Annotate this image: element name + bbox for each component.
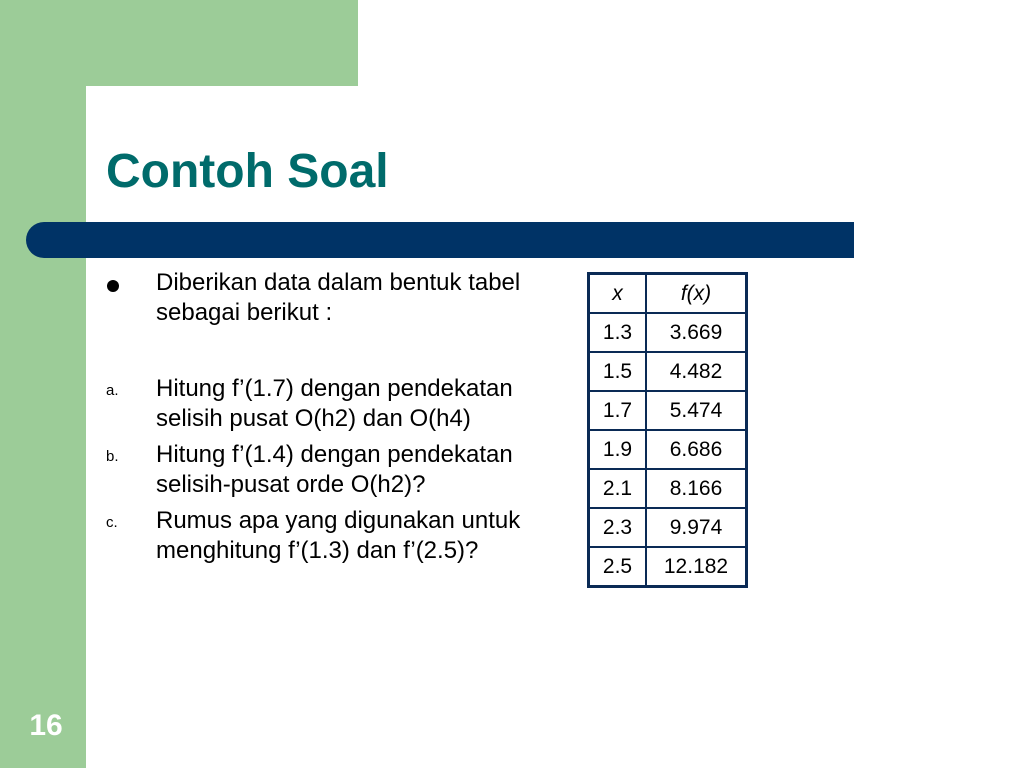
question-item-c (104, 506, 564, 566)
cell-x: 1.7 (589, 391, 647, 430)
cell-fx: 9.974 (646, 508, 747, 547)
table-row (589, 430, 747, 469)
title-underline-bar (26, 222, 854, 258)
intro-bullet (104, 268, 564, 328)
cell-x: 1.3 (589, 313, 647, 352)
question-text: Hitung f’(1.4) dengan pendekatan selisih-pusat orde O(h2)? (156, 441, 513, 498)
green-frame-top (0, 0, 358, 86)
table-row (589, 508, 747, 547)
green-frame-left (0, 0, 86, 768)
slide-body (104, 268, 564, 572)
cell-x: 1.9 (589, 430, 647, 469)
column-header-fx: f(x) (646, 274, 747, 314)
cell-fx: 5.474 (646, 391, 747, 430)
question-marker: a. (106, 382, 119, 399)
bullet-dot-icon (107, 280, 119, 292)
cell-fx: 3.669 (646, 313, 747, 352)
question-item-a (104, 374, 564, 434)
question-item-b (104, 440, 564, 500)
cell-x: 2.5 (589, 547, 647, 587)
question-marker: b. (106, 448, 119, 465)
question-text: Rumus apa yang digunakan untuk menghitung f’(1.3) dan f’(2.5)? (156, 507, 521, 564)
slide-number: 16 (29, 709, 63, 742)
cell-fx: 4.482 (646, 352, 747, 391)
data-table (587, 272, 748, 588)
column-header-x: x (589, 274, 647, 314)
cell-x: 2.1 (589, 469, 647, 508)
cell-x: 2.3 (589, 508, 647, 547)
cell-fx: 8.166 (646, 469, 747, 508)
table-row (589, 391, 747, 430)
table-row (589, 352, 747, 391)
table-row (589, 547, 747, 587)
cell-x: 1.5 (589, 352, 647, 391)
table-row (589, 469, 747, 508)
table-row (589, 313, 747, 352)
intro-text: Diberikan data dalam bentuk tabel sebagai berikut : (156, 269, 521, 326)
question-text: Hitung f’(1.7) dengan pendekatan selisih pusat O(h2) dan O(h4) (156, 375, 513, 432)
question-marker: c. (106, 514, 118, 531)
cell-fx: 12.182 (646, 547, 747, 587)
slide-title: Contoh Soal (106, 145, 389, 198)
table-header-row (589, 274, 747, 314)
cell-fx: 6.686 (646, 430, 747, 469)
